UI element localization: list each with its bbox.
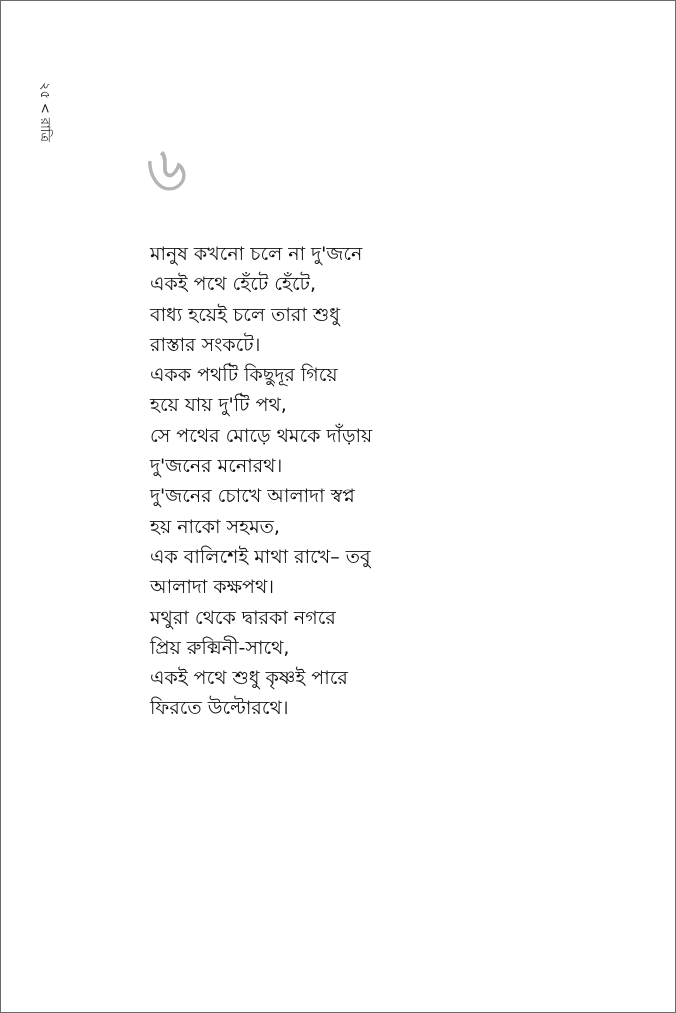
poem-line: একই পথে শুধু কৃষ্ণই পারে [150,667,348,690]
running-head-book-title: রাত্রি [37,117,52,142]
poem-line: একই পথে হেঁটে হেঁটে, [150,273,316,296]
running-head-page-number: ২৫ [37,82,52,99]
poem-line: রাস্তার সংকটে। [150,333,261,356]
poem-line: হয়ে যায় দু'টি পথ, [150,394,287,417]
poem-line: ফিরতে উল্টোরথে। [150,697,289,720]
poem-line: একক পথটি কিছুদূর গিয়ে [150,364,338,387]
running-head-separator: < [37,102,52,114]
poem-line: হয় নাকো সহমত, [150,515,280,538]
poem-number: ৬ [146,133,188,207]
poem-line: বাধ্য হয়েই চলে তারা শুধু [150,303,340,326]
poem-line: এক বালিশেই মাথা রাখে– তবু [150,545,371,568]
poem-line: আলাদা কক্ষপথ। [150,576,275,599]
poem-body [150,239,630,724]
poem-line: সে পথের মোড়ে থমকে দাঁড়ায় [150,424,373,447]
poem-line: দু'জনের চোখে আলাদা স্বপ্ন [150,485,355,508]
poem-line: প্রিয় রুক্মিনী-সাথে, [150,636,290,659]
poem-line: মানুষ কখনো চলে না দু'জনে [150,243,363,265]
poem-line: মথুরা থেকে দ্বারকা নগরে [150,606,336,629]
poem-line: দু'জনের মনোরথ। [150,455,283,478]
running-head-text [36,80,52,144]
